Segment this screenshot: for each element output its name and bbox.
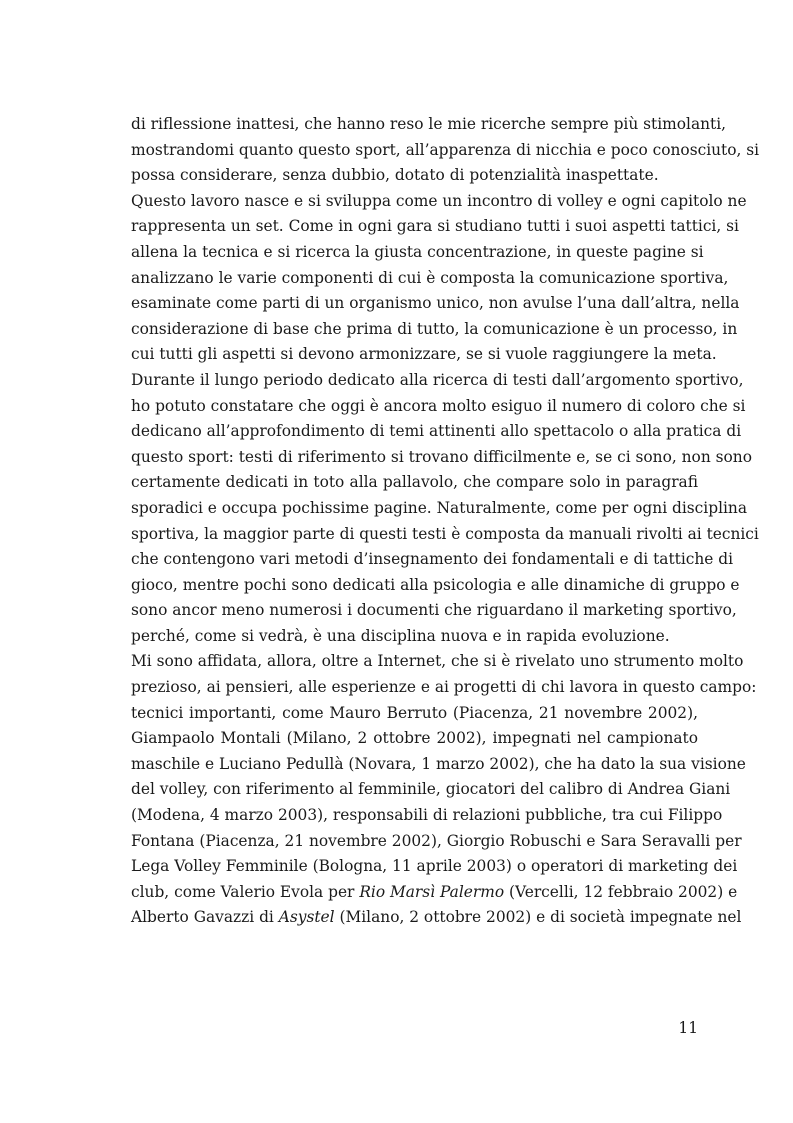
page-number: 11 bbox=[678, 1019, 698, 1037]
text-line-with-italic bbox=[131, 905, 742, 931]
paragraph-1 bbox=[131, 112, 760, 189]
text-segment: (Vercelli, 12 febbraio 2002) e bbox=[509, 882, 738, 901]
italic-club-name: Rio Marsì Palermo bbox=[359, 882, 505, 901]
text-line: Mi sono affidata, allora, oltre a Internet, che si è rivelato uno strumento molto bbox=[131, 652, 744, 671]
paragraph-4 bbox=[131, 649, 757, 931]
text-line: mostrandomi quanto questo sport, all’apparenza di nicchia e poco conosciuto, si bbox=[131, 140, 760, 159]
text-line: Giampaolo Montali (Milano, 2 ottobre 2002), impegnati nel campionato bbox=[131, 729, 698, 748]
text-line: tecnici importanti, come Mauro Berruto (Piacenza, 21 novembre 2002), bbox=[131, 703, 698, 722]
text-line: Questo lavoro nasce e si sviluppa come un incontro di volley e ogni capitolo ne bbox=[131, 191, 747, 210]
text-segment: (Milano, 2 ottobre 2002) e di società impegnate nel bbox=[339, 908, 742, 927]
text-line: ho potuto constatare che oggi è ancora molto esiguo il numero di coloro che si bbox=[131, 396, 746, 415]
text-line: Durante il lungo periodo dedicato alla ricerca di testi dall’argomento sportivo, bbox=[131, 370, 744, 389]
text-line-with-italic bbox=[131, 880, 738, 906]
text-line: rappresenta un set. Come in ogni gara si studiano tutti i suoi aspetti tattici, si bbox=[131, 217, 739, 236]
text-segment: club, come Valerio Evola per bbox=[131, 882, 355, 901]
paragraph-2 bbox=[131, 189, 747, 368]
text-line: analizzano le varie componenti di cui è composta la comunicazione sportiva, bbox=[131, 268, 729, 287]
page-body bbox=[131, 112, 760, 931]
text-line: questo sport: testi di riferimento si trovano difficilmente e, se ci sono, non sono bbox=[131, 447, 752, 466]
text-line: perché, come si vedrà, è una disciplina nuova e in rapida evoluzione. bbox=[131, 626, 670, 645]
text-line: esaminate come parti di un organismo unico, non avulse l’una dall’altra, nella bbox=[131, 294, 740, 313]
text-line: (Modena, 4 marzo 2003), responsabili di relazioni pubbliche, tra cui Filippo bbox=[131, 806, 723, 825]
text-line: maschile e Luciano Pedullà (Novara, 1 marzo 2002), che ha dato la sua visione bbox=[131, 754, 746, 773]
text-line: gioco, mentre pochi sono dedicati alla psicologia e alle dinamiche di gruppo e bbox=[131, 575, 740, 594]
text-line: certamente dedicati in toto alla pallavolo, che compare solo in paragrafi bbox=[131, 473, 698, 492]
text-line: prezioso, ai pensieri, alle esperienze e ai progetti di chi lavora in questo campo: bbox=[131, 678, 757, 697]
text-line: Fontana (Piacenza, 21 novembre 2002), Giorgio Robuschi e Sara Seravalli per bbox=[131, 831, 742, 850]
text-line: allena la tecnica e si ricerca la giusta concentrazione, in queste pagine si bbox=[131, 242, 704, 261]
text-line: sportiva, la maggior parte di questi testi è composta da manuali rivolti ai tecnici bbox=[131, 524, 759, 543]
text-line: del volley, con riferimento al femminile, giocatori del calibro di Andrea Giani bbox=[131, 780, 731, 799]
text-line: di riflessione inattesi, che hanno reso le mie ricerche sempre più stimolanti, bbox=[131, 115, 727, 133]
text-line: considerazione di base che prima di tutto, la comunicazione è un processo, in bbox=[131, 319, 738, 338]
text-line: dedicano all’approfondimento di temi attinenti allo spettacolo o alla pratica di bbox=[131, 422, 742, 441]
text-line: sporadici e occupa pochissime pagine. Naturalmente, come per ogni disciplina bbox=[131, 498, 748, 517]
italic-company-name: Asystel bbox=[278, 908, 335, 927]
text-line: possa considerare, senza dubbio, dotato di potenzialità inaspettate. bbox=[131, 166, 659, 185]
text-segment: Alberto Gavazzi di bbox=[131, 908, 274, 927]
paragraph-3 bbox=[131, 368, 759, 650]
text-line: sono ancor meno numerosi i documenti che riguardano il marketing sportivo, bbox=[131, 601, 737, 620]
text-line: cui tutti gli aspetti si devono armonizzare, se si vuole raggiungere la meta. bbox=[131, 345, 717, 364]
text-line: Lega Volley Femminile (Bologna, 11 aprile 2003) o operatori di marketing dei bbox=[131, 857, 738, 876]
text-line: che contengono vari metodi d’insegnamento dei fondamentali e di tattiche di bbox=[131, 550, 734, 569]
